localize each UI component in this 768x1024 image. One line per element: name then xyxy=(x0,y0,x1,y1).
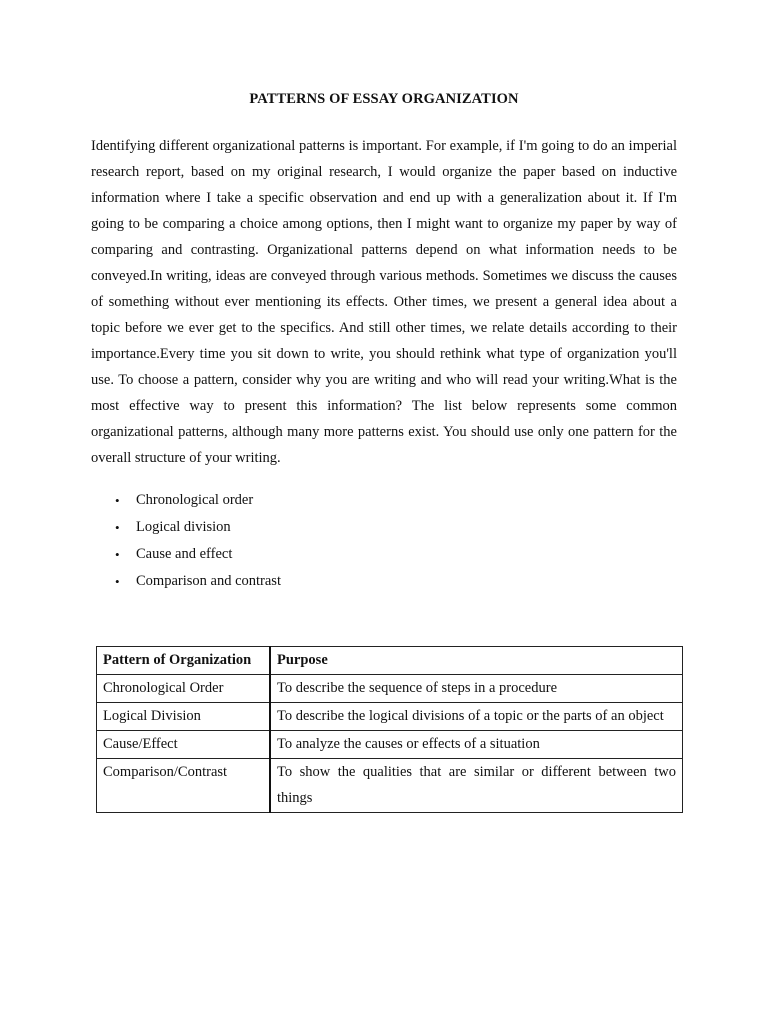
list-item-label: Comparison and contrast xyxy=(136,573,281,589)
pattern-cell: Chronological Order xyxy=(97,675,271,703)
table-row xyxy=(97,731,683,759)
purpose-cell: To analyze the causes or effects of a situation xyxy=(270,731,683,759)
table-row xyxy=(97,703,683,731)
bullet-icon: • xyxy=(115,493,120,508)
column-header-purpose: Purpose xyxy=(270,647,683,675)
intro-paragraph: Identifying different organizational patterns is important. For example, if I'm going to do an imperial research report, based on my original research, I would organize the paper based on inductive information where I take a specific observation and end up with a generalization about it. If I'm going to be comparing a choice among options, then I might want to organize my paper by way of comparing and contrasting. Organizational patterns depend on what information needs to be conveyed.In writing, ideas are conveyed through various methods. Sometimes we discuss the causes of something without ever mentioning its effects. Other times, we present a general idea about a topic before we ever get to the specifics. And still other times, we relate details according to their importance.Every time you sit down to write, you should rethink what type of organization you'll use. To choose a pattern, consider why you are writing and who will read your writing.What is the most effective way to present this information? The list below represents some common organizational patterns, although many more patterns exist. You should use only one pattern for the overall structure of your writing. xyxy=(91,138,677,466)
list-item-label: Cause and effect xyxy=(136,546,233,562)
list-item xyxy=(91,541,591,568)
purpose-cell: To describe the sequence of steps in a procedure xyxy=(270,675,683,703)
list-item-label: Logical division xyxy=(136,519,231,535)
pattern-cell: Cause/Effect xyxy=(97,731,271,759)
list-item xyxy=(91,514,591,541)
purpose-cell: To describe the logical divisions of a topic or the parts of an object xyxy=(270,703,683,731)
patterns-table xyxy=(96,646,683,813)
table-header-row xyxy=(97,647,683,675)
page-title: PATTERNS OF ESSAY ORGANIZATION xyxy=(249,91,519,107)
purpose-cell: To show the qualities that are similar or different between two things xyxy=(270,759,683,813)
bullet-icon: • xyxy=(115,574,120,589)
pattern-list xyxy=(91,487,591,595)
table-row xyxy=(97,675,683,703)
list-item xyxy=(91,568,591,595)
column-header-pattern: Pattern of Organization xyxy=(97,647,271,675)
table-row xyxy=(97,759,683,813)
list-item-label: Chronological order xyxy=(136,492,254,508)
pattern-cell: Logical Division xyxy=(97,703,271,731)
bullet-icon: • xyxy=(115,547,120,562)
bullet-icon: • xyxy=(115,520,120,535)
list-item xyxy=(91,487,591,514)
pattern-cell: Comparison/Contrast xyxy=(97,759,271,813)
